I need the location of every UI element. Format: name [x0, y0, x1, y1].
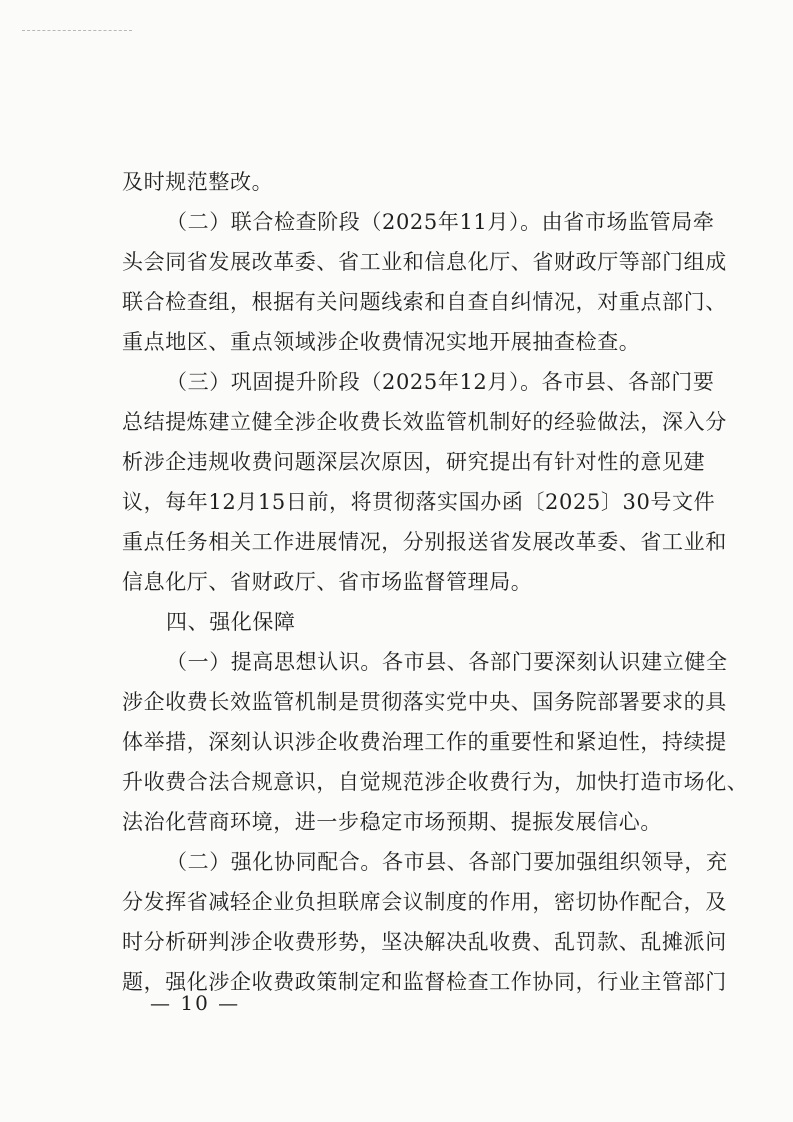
text-line: 时分析研判涉企收费形势，坚决解决乱收费、乱罚款、乱摊派问 — [122, 930, 727, 954]
text-line: 联合检查组，根据有关问题线索和自查自纠情况，对重点部门、 — [122, 290, 727, 314]
text-line: 重点地区、重点领域涉企收费情况实地开展抽查检查。 — [122, 330, 641, 354]
scan-edge-mark — [22, 30, 132, 31]
document-body — [122, 162, 749, 1002]
paragraph-first-line: （三）巩固提升阶段（2025年12月）。各市县、各部门要 — [166, 370, 715, 394]
text-line: 涉企收费长效监管机制是贯彻落实党中央、国务院部署要求的具 — [122, 690, 727, 714]
section-heading: 四、强化保障 — [166, 610, 296, 634]
text-line: 总结提炼建立健全涉企收费长效监管机制好的经验做法，深入分 — [122, 410, 727, 434]
text-line: 体举措，深刻认识涉企收费治理工作的重要性和紧迫性，持续提 — [122, 730, 727, 754]
text-line: 重点任务相关工作进展情况，分别报送省发展改革委、省工业和 — [122, 530, 727, 554]
paragraph-first-line: （二）联合检查阶段（2025年11月）。由省市场监管局牵 — [166, 210, 715, 234]
text-line: 法治化营商环境，进一步稳定市场预期、提振发展信心。 — [122, 810, 662, 834]
text-line: 及时规范整改。 — [122, 170, 274, 194]
paragraph-first-line: （一）提高思想认识。各市县、各部门要深刻认识建立健全 — [166, 650, 728, 674]
text-line: 议，每年12月15日前，将贯彻落实国办函〔2025〕30号文件 — [122, 490, 716, 514]
text-line: 题，强化涉企收费政策制定和监督检查工作协同，行业主管部门 — [122, 970, 727, 994]
page-number: — 10 — — [150, 991, 241, 1015]
paragraph-first-line: （二）强化协同配合。各市县、各部门要加强组织领导，充 — [166, 850, 728, 874]
text-line: 分发挥省减轻企业负担联席会议制度的作用，密切协作配合，及 — [122, 890, 727, 914]
text-line: 析涉企违规收费问题深层次原因，研究提出有针对性的意见建 — [122, 450, 706, 474]
text-line: 头会同省发展改革委、省工业和信息化厅、省财政厅等部门组成 — [122, 250, 727, 274]
text-line: 升收费合法合规意识，自觉规范涉企收费行为，加快打造市场化、 — [122, 770, 749, 794]
text-line: 信息化厅、省财政厅、省市场监督管理局。 — [122, 570, 533, 594]
